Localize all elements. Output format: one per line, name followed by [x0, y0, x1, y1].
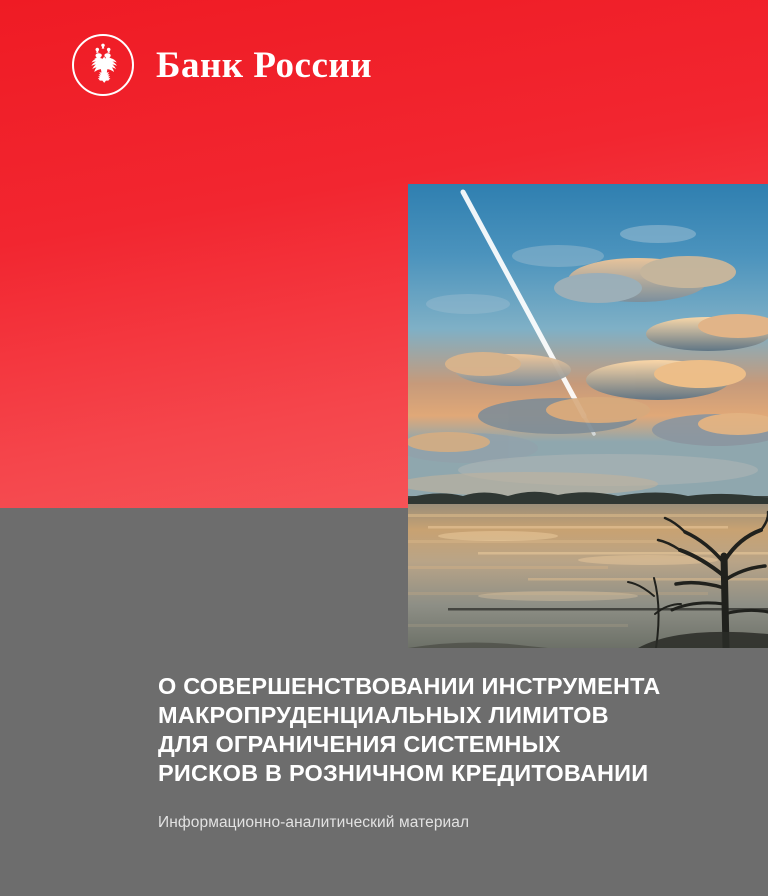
title-line: МАКРОПРУДЕНЦИАЛЬНЫХ ЛИМИТОВ — [158, 702, 609, 728]
double-headed-eagle-icon — [72, 34, 134, 96]
bank-of-russia-logo — [72, 34, 372, 96]
page-title — [158, 672, 738, 788]
organization-name: Банк России — [156, 44, 373, 86]
title-line: ДЛЯ ОГРАНИЧЕНИЯ СИСТЕМНЫХ — [158, 731, 561, 757]
title-line: РИСКОВ В РОЗНИЧНОМ КРЕДИТОВАНИИ — [158, 760, 649, 786]
document-subtitle: Информационно-аналитический материал — [158, 814, 470, 831]
title-line: О СОВЕРШЕНСТВОВАНИИ ИНСТРУМЕНТА — [158, 673, 661, 699]
sunset-lake-photo — [408, 184, 768, 648]
title-block — [158, 672, 738, 832]
